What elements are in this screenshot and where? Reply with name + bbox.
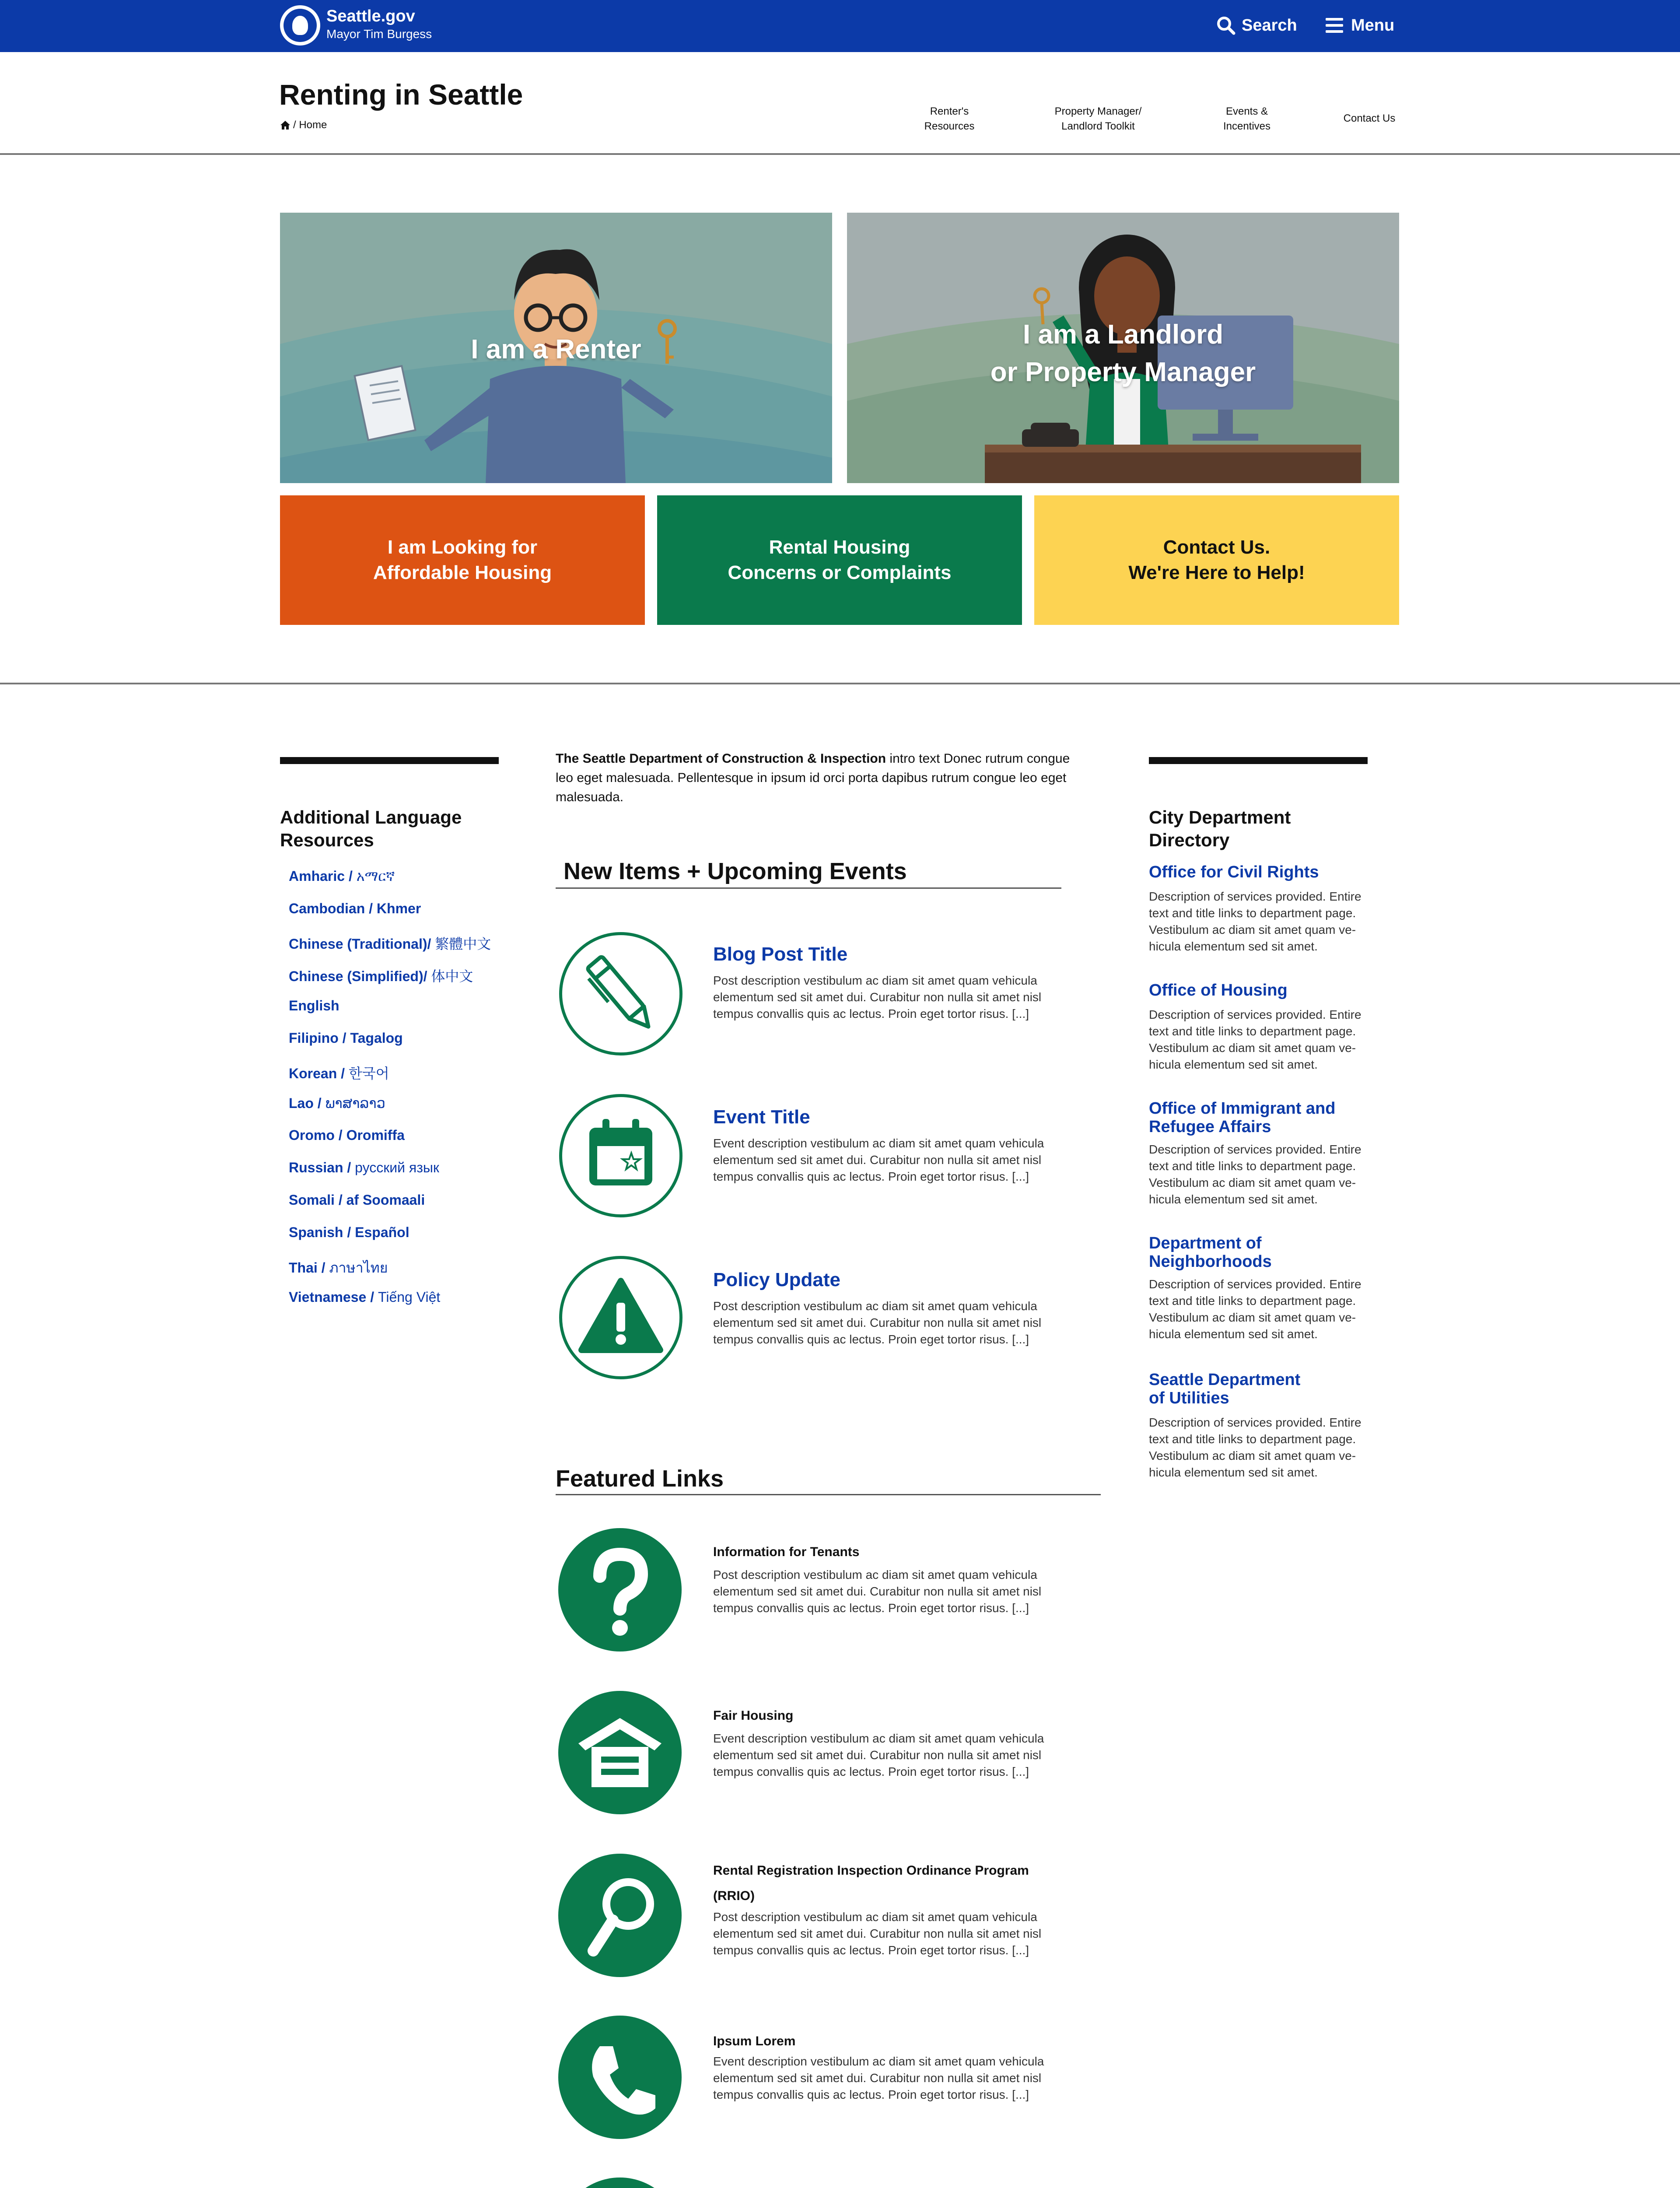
nav-landlord-toolkit[interactable]: Property Manager/ Landlord Toolkit (1054, 105, 1142, 132)
featured-link-desc: Event description vestibulum ac diam sit amet quam vehicula elementum sed sit amet dui. Curabitur non nulla sit amet nisl tempus convallis quis ac lectus. Proin eget tortor risus. [...] (713, 2055, 1044, 2101)
language-link-oromo[interactable]: Oromo / Oromiffa (289, 1127, 405, 1143)
language-link-english[interactable]: English (289, 998, 340, 1013)
search-icon (1216, 16, 1236, 35)
nav-renters-resources[interactable]: Renter's Resources (924, 105, 975, 132)
landlord-hero-tile[interactable] (847, 213, 1399, 483)
directory-heading: City Department Directory (1149, 807, 1291, 850)
featured-rule (556, 1494, 1101, 1495)
site-subtitle: Mayor Tim Burgess (326, 27, 432, 41)
language-link-korean[interactable]: Korean / 한국어 (289, 1066, 389, 1081)
home-icon[interactable] (280, 120, 290, 130)
dept-link-neighborhoods[interactable]: Department of Neighborhoods (1149, 1234, 1272, 1271)
question-icon[interactable] (558, 1528, 682, 1652)
hamburger-icon (1326, 18, 1343, 33)
concerns-complaints-button[interactable]: Rental Housing Concerns or Complaints (657, 495, 1022, 625)
phone-icon[interactable] (558, 2016, 682, 2139)
language-link-vietnamese[interactable]: Vietnamese / Tiếng Việt (289, 1289, 441, 1305)
language-link-khmer[interactable]: Cambodian / Khmer (289, 901, 421, 916)
dept-link-utilities[interactable]: Seattle Department of Utilities (1149, 1371, 1301, 1407)
breadcrumb-home[interactable]: / Home (293, 119, 327, 131)
language-link-chinese-simplified[interactable]: Chinese (Simplified)/ 体中文 (289, 968, 473, 984)
pen-icon[interactable] (559, 932, 682, 1055)
dept-desc[interactable]: Description of services provided. Entire text and title links to department page. Vestibulum ac diam sit amet quam ve-hicula elementum sed sit amet. (1149, 1277, 1362, 1341)
news-item-desc: Post description vestibulum ac diam sit amet quam vehicula elementum sed sit amet dui. Curabitur non nulla sit amet nisl tempus convallis quis ac lectus. Proin eget tortor risus. [...] (713, 1299, 1042, 1346)
languages-heading: Additional Language Resources (280, 807, 462, 850)
page-title: Renting in Seattle (279, 78, 523, 111)
featured-link-desc: Post description vestibulum ac diam sit amet quam vehicula elementum sed sit amet dui. Curabitur non nulla sit amet nisl tempus convallis quis ac lectus. Proin eget tortor risus. [...] (713, 1568, 1042, 1615)
news-heading: New Items + Upcoming Events (564, 858, 907, 884)
header-divider (0, 153, 1680, 155)
directory-top-rule (1149, 757, 1368, 764)
house-icon[interactable] (558, 1691, 682, 1814)
breadcrumb (280, 119, 327, 131)
warning-icon[interactable] (559, 1256, 682, 1379)
calendar-icon[interactable] (559, 1094, 682, 1217)
landlord-hero-label: I am a Landlord or Property Manager (990, 319, 1256, 387)
dept-desc[interactable]: Description of services provided. Entire text and title links to department page. Vestibulum ac diam sit amet quam ve-hicula elementum sed sit amet. (1149, 1008, 1362, 1071)
featured-link-desc: Event description vestibulum ac diam sit amet quam vehicula elementum sed sit amet dui. Curabitur non nulla sit amet nisl tempus convallis quis ac lectus. Proin eget tortor risus. [...] (713, 1732, 1044, 1778)
news-item-title[interactable]: Policy Update (713, 1269, 840, 1290)
language-link-chinese-traditional[interactable]: Chinese (Traditional)/ 繁體中文 (289, 936, 491, 952)
language-link-tagalog[interactable]: Filipino / Tagalog (289, 1030, 403, 1046)
language-link-amharic[interactable]: Amharic / አማርኛ (289, 868, 395, 884)
dept-link-immigrant-refugee[interactable]: Office of Immigrant and Refugee Affairs (1149, 1099, 1336, 1136)
languages-top-rule (280, 757, 499, 764)
language-link-thai[interactable]: Thai / ภาษาไทย (289, 1260, 388, 1276)
news-rule (556, 887, 1061, 889)
renter-hero-label: I am a Renter (471, 334, 641, 365)
news-item-desc: Event description vestibulum ac diam sit amet quam vehicula elementum sed sit amet dui. Curabitur non nulla sit amet nisl tempus convallis quis ac lectus. Proin eget tortor risus. [...] (713, 1136, 1044, 1183)
featured-link-title[interactable]: Information for Tenants (713, 1545, 860, 1559)
dept-link-civil-rights[interactable]: Office for Civil Rights (1149, 863, 1319, 881)
search-button[interactable] (1216, 12, 1297, 39)
featured-link-title[interactable]: Rental Registration Inspection Ordinance Program (RRIO) (713, 1863, 1029, 1903)
magnifier-icon[interactable] (558, 1854, 682, 1977)
featured-heading: Featured Links (556, 1466, 724, 1492)
language-link-lao[interactable]: Lao / ພາສາລາວ (289, 1095, 385, 1111)
nav-contact-us[interactable]: Contact Us (1343, 112, 1396, 124)
language-link-spanish[interactable]: Spanish / Español (289, 1224, 410, 1240)
checkbox-icon[interactable] (558, 2177, 682, 2188)
dept-link-housing[interactable]: Office of Housing (1149, 981, 1288, 999)
site-name[interactable]: Seattle.gov (326, 7, 415, 25)
contact-us-button[interactable]: Contact Us. We're Here to Help! (1034, 495, 1399, 625)
language-link-somali[interactable]: Somali / af Soomaali (289, 1192, 425, 1208)
dept-desc[interactable]: Description of services provided. Entire text and title links to department page. Vestibulum ac diam sit amet quam ve-hicula elementum sed sit amet. (1149, 890, 1362, 953)
seattle-seal-logo[interactable] (280, 5, 320, 46)
news-item-desc: Post description vestibulum ac diam sit amet quam vehicula elementum sed sit amet dui. Curabitur non nulla sit amet nisl tempus convallis quis ac lectus. Proin eget tortor risus. [...] (713, 974, 1042, 1020)
dept-desc[interactable]: Description of services provided. Entire text and title links to department page. Vestibulum ac diam sit amet quam ve-hicula elementum sed sit amet. (1149, 1143, 1362, 1206)
nav-events-incentives[interactable]: Events & Incentives (1223, 105, 1271, 132)
renter-hero-tile[interactable] (280, 213, 832, 483)
language-link-russian[interactable]: Russian / русский язык (289, 1160, 439, 1175)
search-label: Search (1242, 16, 1297, 35)
featured-link-title[interactable]: Fair Housing (713, 1708, 794, 1723)
news-item-title[interactable]: Blog Post Title (713, 943, 848, 965)
news-item-title[interactable]: Event Title (713, 1106, 810, 1128)
hero-divider (0, 683, 1680, 684)
featured-link-title[interactable]: Ipsum Lorem (713, 2034, 796, 2048)
featured-link-desc: Post description vestibulum ac diam sit amet quam vehicula elementum sed sit amet dui. Curabitur non nulla sit amet nisl tempus convallis quis ac lectus. Proin eget tortor risus. [...] (713, 1910, 1042, 1957)
intro-text: The Seattle Department of Construction & Inspection intro text Donec rutrum congue leo eget malesuada. Pellentesque in ipsum id orci porta dapibus rutrum congue leo eget malesuada. (556, 751, 1070, 804)
affordable-housing-button[interactable]: I am Looking for Affordable Housing (280, 495, 645, 625)
menu-label: Menu (1351, 16, 1395, 35)
dept-desc[interactable]: Description of services provided. Entire text and title links to department page. Vestibulum ac diam sit amet quam ve-hicula elementum sed sit amet. (1149, 1416, 1362, 1479)
menu-button[interactable] (1326, 12, 1394, 39)
top-bar (0, 0, 1680, 52)
